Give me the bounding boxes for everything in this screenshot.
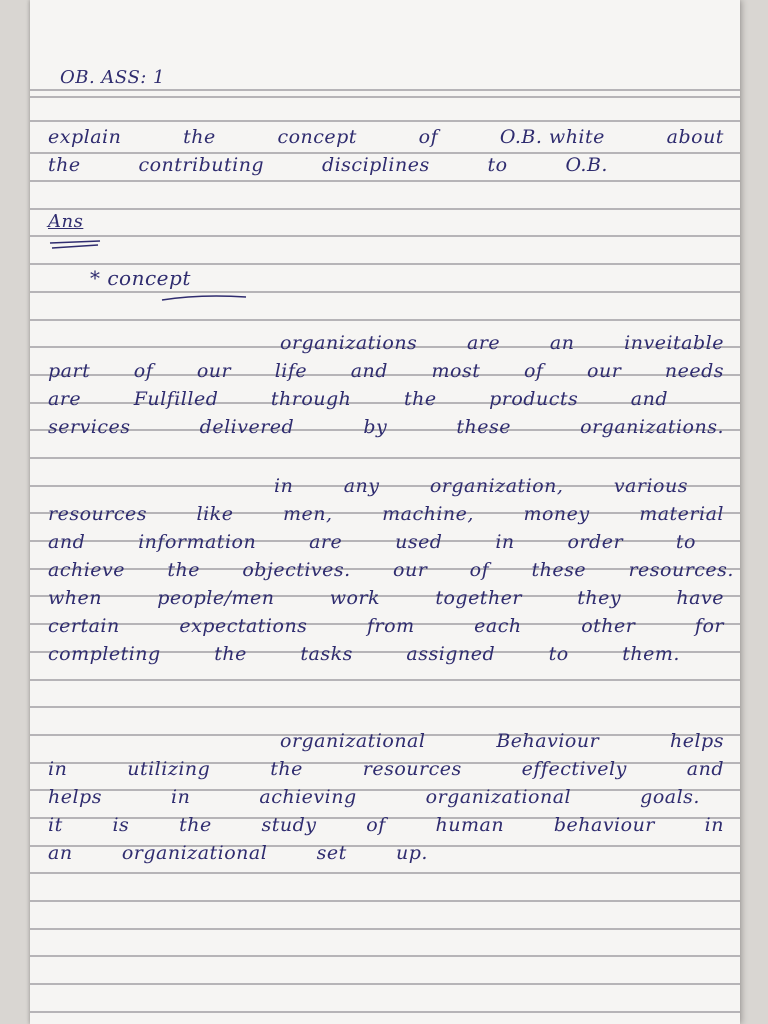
word: of — [469, 559, 490, 581]
word: effectively — [521, 758, 627, 780]
word: part — [48, 360, 91, 382]
word: order — [567, 531, 624, 553]
word: organizations — [280, 332, 418, 354]
word: together — [435, 587, 523, 609]
word: organization, — [429, 475, 564, 497]
word: through — [270, 388, 352, 410]
word: our — [393, 559, 428, 581]
word: most — [431, 360, 481, 382]
word: expectations — [179, 615, 308, 637]
word: goals. — [640, 786, 700, 808]
word: of — [366, 814, 386, 836]
paragraph-2-line-1 — [48, 476, 688, 496]
word: Fulfilled — [133, 388, 219, 410]
word: are — [467, 332, 501, 354]
paragraph-2-line-6 — [48, 616, 724, 636]
word: our — [587, 360, 622, 382]
paragraph-1-line-1 — [48, 333, 724, 353]
word: products — [489, 388, 579, 410]
word: set — [316, 842, 347, 864]
paragraph-3-line-4 — [48, 815, 724, 835]
word: of — [523, 360, 544, 382]
word: helps — [48, 786, 102, 808]
word: organizations. — [580, 416, 724, 438]
word: to — [487, 154, 508, 176]
word: the — [179, 814, 212, 836]
word: life — [274, 360, 308, 382]
word: resources. — [628, 559, 734, 581]
paragraph-2-line-4 — [48, 560, 734, 580]
word: resources — [362, 758, 462, 780]
word: O.B. white — [499, 126, 605, 148]
word: in — [171, 786, 191, 808]
word: and — [630, 388, 668, 410]
word: the — [167, 559, 200, 581]
word: any — [343, 475, 380, 497]
paragraph-1-line-2 — [48, 361, 724, 381]
word: our — [196, 360, 232, 382]
word: contributing — [138, 154, 265, 176]
word: it — [48, 814, 63, 836]
word: utilizing — [127, 758, 211, 780]
paragraph-2-line-5 — [48, 588, 724, 608]
word: these — [531, 559, 587, 581]
paragraph-2-line-3 — [48, 532, 696, 552]
word: resources — [48, 503, 147, 525]
word: are — [48, 388, 82, 410]
word: have — [676, 587, 724, 609]
paragraph-1-line-3 — [48, 389, 668, 409]
word: completing — [48, 643, 161, 665]
word: to — [675, 531, 696, 553]
word: needs — [664, 360, 724, 382]
word: is — [112, 814, 130, 836]
word: of — [418, 126, 439, 148]
paragraph-3-line-1 — [48, 731, 724, 751]
word: O.B. — [565, 154, 608, 176]
paragraph-1-line-4 — [48, 417, 724, 437]
word: these — [456, 416, 512, 438]
word: them. — [622, 643, 680, 665]
paragraph-3-line-2 — [48, 759, 724, 779]
word: each — [474, 615, 522, 637]
question-line-1 — [48, 127, 724, 147]
word: human — [435, 814, 505, 836]
word: organizational — [425, 786, 572, 808]
word: the — [48, 154, 81, 176]
word: various — [613, 475, 688, 497]
paragraph-2-line-2 — [48, 504, 724, 524]
word: achieve — [48, 559, 126, 581]
word: work — [329, 587, 381, 609]
word: delivered — [199, 416, 295, 438]
word: are — [309, 531, 343, 553]
section-heading: * concept — [90, 266, 191, 290]
word: machine, — [382, 503, 474, 525]
word: people/men — [157, 587, 275, 609]
word: services — [48, 416, 131, 438]
paragraph-3-line-3 — [48, 787, 700, 807]
heading-underline — [160, 292, 250, 304]
word: helps — [670, 730, 724, 752]
word: up. — [396, 842, 428, 864]
word: inveitable — [624, 332, 724, 354]
word: for — [694, 615, 724, 637]
question-line-2 — [48, 155, 608, 175]
word: of — [133, 360, 154, 382]
word: in — [495, 531, 515, 553]
word: money — [523, 503, 590, 525]
paragraph-3-line-5 — [48, 843, 428, 863]
word: study — [261, 814, 317, 836]
word: and — [48, 531, 86, 553]
word: other — [581, 615, 636, 637]
word: tasks — [300, 643, 353, 665]
word: the — [214, 643, 247, 665]
word: to — [548, 643, 569, 665]
word: like — [196, 503, 234, 525]
answer-double-underline — [48, 240, 103, 250]
word: in — [704, 814, 724, 836]
word: the — [183, 126, 216, 148]
word: in — [48, 758, 68, 780]
answer-label: Ans — [48, 211, 84, 232]
word: about — [666, 126, 724, 148]
word: they — [577, 587, 622, 609]
word: an — [549, 332, 575, 354]
word: in — [274, 475, 294, 497]
word: when — [48, 587, 102, 609]
word: the — [270, 758, 303, 780]
word: certain — [48, 615, 120, 637]
paragraph-2-line-7 — [48, 644, 680, 664]
word: information — [138, 531, 257, 553]
word: behaviour — [553, 814, 655, 836]
word: used — [395, 531, 443, 553]
word: Behaviour — [496, 730, 600, 752]
word: achieving — [259, 786, 357, 808]
assignment-header: OB. ASS: 1 — [60, 67, 166, 88]
word: from — [367, 615, 415, 637]
word: and — [350, 360, 388, 382]
word: organizational — [280, 730, 426, 752]
word: explain — [48, 126, 122, 148]
word: objectives. — [242, 559, 351, 581]
word: men, — [283, 503, 333, 525]
word: concept — [277, 126, 357, 148]
word: and — [686, 758, 724, 780]
word: assigned — [406, 643, 496, 665]
word: by — [363, 416, 388, 438]
word: an — [48, 842, 73, 864]
word: material — [639, 503, 724, 525]
notebook-page — [30, 0, 740, 1024]
word: disciplines — [321, 154, 430, 176]
word: the — [403, 388, 437, 410]
word: organizational — [121, 842, 268, 864]
